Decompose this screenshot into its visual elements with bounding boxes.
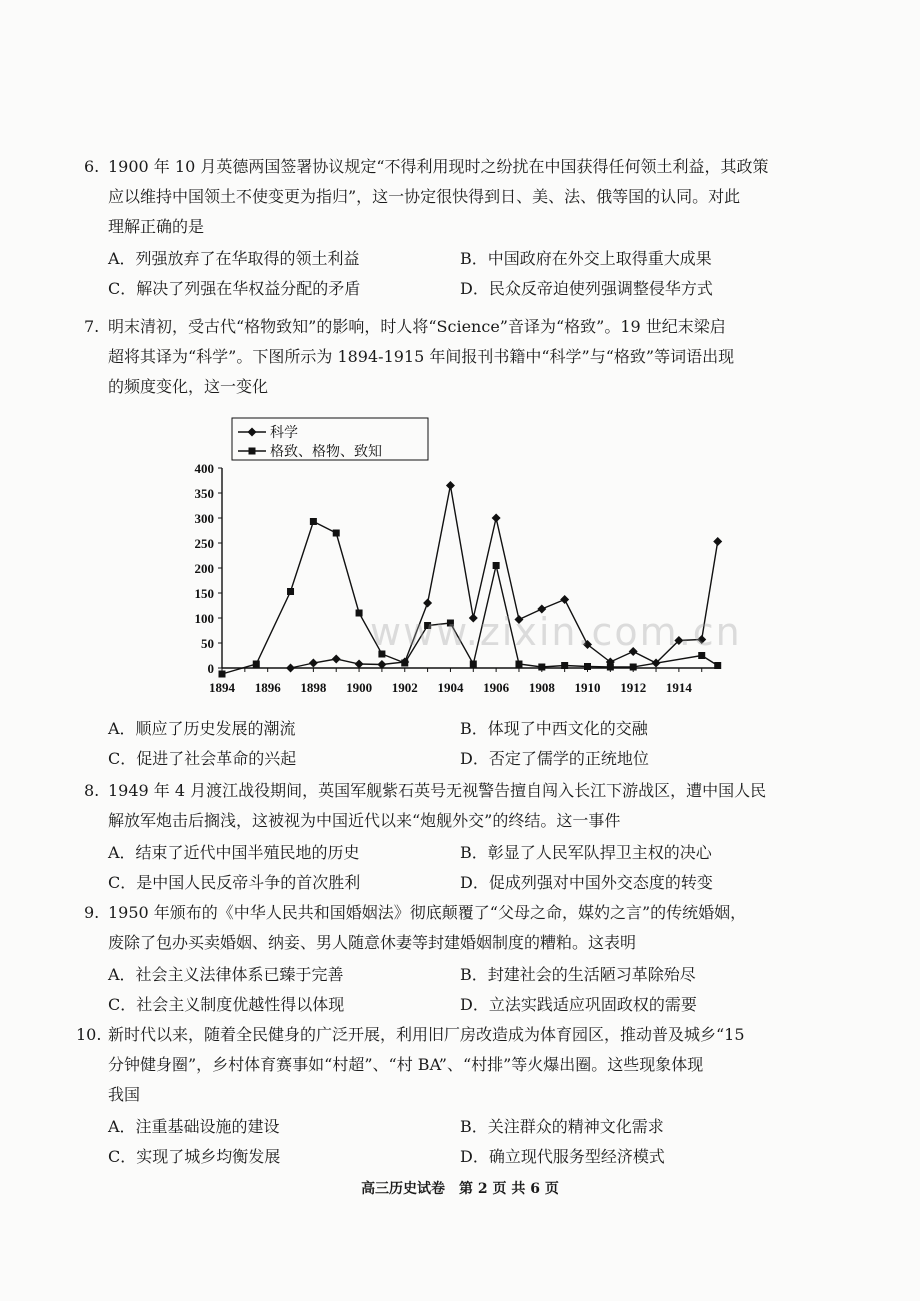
option-row [108,838,824,868]
question-text: 明末清初，受古代“格物致知”的影响，时人将“Science”音译为“格致”。19 世纪末梁启 [108,317,726,336]
data-point-gezhi [538,664,545,671]
y-tick-label: 50 [201,636,214,651]
option-c[interactable]: C．是中国人民反帝斗争的首次胜利 [108,873,361,892]
question-stem-line: 理解正确的是 [108,217,205,236]
question-text: 1900 年 10 月英德两国签署协议规定“不得利用现时之纷扰在中国获得任何领土利益，其政策 [108,157,769,176]
x-tick-label: 1896 [254,680,281,695]
data-point-gezhi [561,662,568,669]
x-tick-label: 1904 [437,680,464,695]
page-footer: 高三历史试卷 第 2 页 共 6 页 [361,1181,559,1197]
data-point-gezhi [253,661,260,668]
option-row [108,274,824,304]
question-stem-line: 解放军炮击后搁浅，这被视为中国近代以来“炮舰外交”的终结。这一事件 [108,811,621,830]
data-point-kexue [492,514,501,523]
question-stem-first-line [84,898,824,928]
option-d[interactable]: D．否定了儒学的正统地位 [460,749,649,768]
y-tick-label: 0 [207,661,214,676]
option-row [108,714,824,744]
x-tick-label: 1902 [391,680,418,695]
question-number: 8. [84,781,100,800]
data-point-kexue [446,481,455,490]
option-d[interactable]: D．确立现代服务型经济模式 [460,1147,665,1166]
option-c[interactable]: C．促进了社会革命的兴起 [108,749,297,768]
question-text: 新时代以来，随着全民健身的广泛开展，利用旧厂房改造成为体育园区，推动普及城乡“15 [108,1025,745,1044]
legend-marker-gezhi [249,448,256,455]
option-a[interactable]: A．列强放弃了在华取得的领土利益 [108,249,360,268]
data-point-gezhi [356,610,363,617]
question-text: 1949 年 4 月渡江战役期间，英国军舰紫石英号无视警告擅自闯入长江下游战区，遭中国人民 [108,781,767,800]
question-8 [84,776,824,836]
option-row [108,1112,824,1142]
question-stem-line: 我国 [108,1085,141,1104]
data-point-gezhi [515,661,522,668]
x-tick-label: 1912 [620,680,647,695]
x-tick-label: 1910 [574,680,601,695]
data-point-kexue [309,659,318,668]
y-tick-label: 150 [194,586,214,601]
option-row [108,960,824,990]
option-d[interactable]: D．促成列强对中国外交态度的转变 [460,873,713,892]
x-tick-label: 1906 [483,680,510,695]
data-point-gezhi [470,661,477,668]
data-point-kexue [713,537,722,546]
options-q10 [108,1112,824,1172]
option-b[interactable]: B．中国政府在外交上取得重大成果 [460,249,712,268]
data-point-gezhi [607,664,614,671]
x-tick-label: 1900 [346,680,373,695]
option-c[interactable]: C．社会主义制度优越性得以体现 [108,995,345,1014]
x-tick-label: 1914 [665,680,692,695]
option-a[interactable]: A．顺应了历史发展的潮流 [108,719,296,738]
data-point-kexue [355,660,364,669]
question-stem-line: 应以维持中国领土不使变更为指归”，这一协定很快得到日、美、法、俄等国的认同。对此 [108,187,741,206]
options-q9 [108,960,824,1020]
y-tick-label: 400 [194,461,214,476]
data-point-kexue [423,599,432,608]
option-b[interactable]: B．关注群众的精神文化需求 [460,1117,664,1136]
data-point-gezhi [493,562,500,569]
frequency-line-chart [190,412,730,702]
data-point-gezhi [310,518,317,525]
question-stem-first-line [84,312,824,342]
option-b[interactable]: B．体现了中西文化的交融 [460,719,648,738]
option-d[interactable]: D．立法实践适应巩固政权的需要 [460,995,697,1014]
watermark-text: www.zixin.com.cn [370,610,742,654]
data-point-gezhi [630,664,637,671]
question-stem-line: 的频度变化，这一变化 [108,377,269,396]
y-tick-label: 200 [194,561,214,576]
question-stem-first-line [84,776,824,806]
legend-label-kexue: 科学 [270,425,298,441]
option-a[interactable]: A．注重基础设施的建设 [108,1117,280,1136]
option-b[interactable]: B．彰显了人民军队捍卫主权的决心 [460,843,712,862]
options-q6 [108,244,824,304]
option-row [108,1142,824,1172]
options-q7 [108,714,824,774]
question-stem-line: 超将其译为“科学”。下图所示为 1894-1915 年间报刊书籍中“科学”与“格致”等词语出现 [108,347,735,366]
data-point-kexue [286,664,295,673]
question-stem-first-line [84,152,824,182]
question-number: 7. [84,317,100,336]
y-tick-label: 300 [194,511,214,526]
option-d[interactable]: D．民众反帝迫使列强调整侵华方式 [460,279,713,298]
data-point-kexue [332,655,341,664]
data-point-gezhi [584,663,591,670]
option-a[interactable]: A．社会主义法律体系已臻于完善 [108,965,344,984]
option-c[interactable]: C．解决了列强在华权益分配的矛盾 [108,279,361,298]
x-tick-label: 1908 [528,680,555,695]
y-tick-label: 350 [194,486,214,501]
data-point-kexue [560,595,569,604]
x-tick-label: 1898 [300,680,327,695]
question-10 [76,1020,824,1110]
options-q8 [108,838,824,898]
y-tick-label: 100 [194,611,214,626]
question-number: 10. [76,1025,102,1044]
data-point-gezhi [401,660,408,667]
data-point-gezhi [333,530,340,537]
question-7 [84,312,824,402]
option-row [108,244,824,274]
option-a[interactable]: A．结束了近代中国半殖民地的历史 [108,843,360,862]
option-row [108,990,824,1020]
question-stem-first-line [76,1020,824,1050]
x-tick-label: 1894 [209,680,235,695]
y-tick-label: 250 [194,536,214,551]
question-number: 9. [84,903,100,922]
legend-label-gezhi: 格致、格物、致知 [270,444,382,460]
question-stem-line: 分钟健身圈”，乡村体育赛事如“村超”、“村 BA”、“村排”等火爆出圈。这些现象体现 [108,1055,704,1074]
question-text: 1950 年颁布的《中华人民共和国婚姻法》彻底颠覆了“父母之命，媒妁之言”的传统婚姻， [108,903,747,922]
question-number: 6. [84,157,100,176]
data-point-gezhi [219,671,226,678]
option-row [108,744,824,774]
question-6 [84,152,824,242]
option-b[interactable]: B．封建社会的生活陋习革除殆尽 [460,965,696,984]
question-stem-line: 废除了包办买卖婚姻、纳妾、男人随意休妻等封建婚姻制度的糟粕。这表明 [108,933,637,952]
data-point-gezhi [287,588,294,595]
option-row [108,868,824,898]
question-9 [84,898,824,958]
data-point-gezhi [714,662,721,669]
option-c[interactable]: C．实现了城乡均衡发展 [108,1147,281,1166]
